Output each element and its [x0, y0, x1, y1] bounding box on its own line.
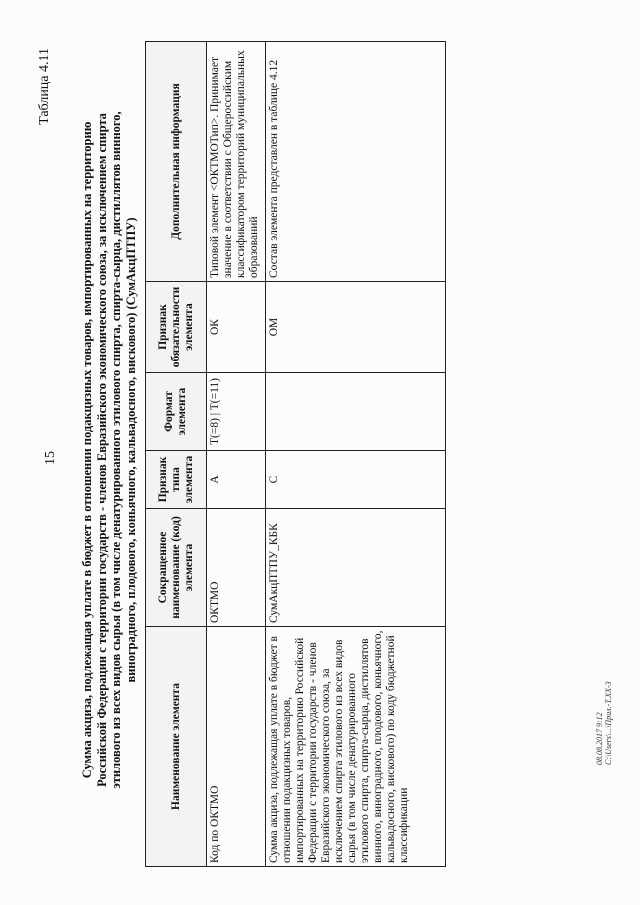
cell-info: Типовой элемент <ОКТМОТип>. Принимает значение в соответствии с Общероссийским классификатором территорий муниципальных образований [207, 42, 266, 282]
cell-required: ОК [207, 282, 266, 373]
cell-info: Состав элемента представлен в таблице 4.12 [266, 42, 446, 282]
page-number: 15 [43, 451, 58, 465]
table-title: Сумма акциза, подлежащая уплате в бюджет в отношении подакцизных товаров, импортированных на территорию Российской Федерации с территории государств - членов Евразийского экономического союза, за исключением спирта этилового из всех видов сырья (в том числе денатурированного этилового спирта, спирта-сырца, дистиллятов винного, виноградного, плодового, коньячного, кальвадосного, вискового) (СумАкцПТПУ) [80, 111, 138, 789]
cell-code: ОКТМО [207, 509, 266, 627]
cell-name: Сумма акциза, подлежащая уплате в бюджет в отношении подакцизных товаров, импортированных на территорию Российской Федерации с территории государств - членов Евразийского экономического союза, за исключением спирта этилового из всех видов сырья (в том числе денатурированного этилового спирта, спирта-сырца, дистиллятов винного, виноградного, плодового, коньячного, кальвадосного, вискового) по коду бюджетной классификации [266, 627, 446, 867]
cell-name: Код по ОКТМО [207, 627, 266, 867]
table-header-row [146, 42, 207, 867]
header-type-flag: Признак типа элемента [146, 451, 207, 509]
header-format: Формат элемента [146, 373, 207, 451]
cell-format: T(=8) | T(=11) [207, 373, 266, 451]
header-element-name: Наименование элемента [146, 627, 207, 867]
cell-type: А [207, 451, 266, 509]
table-row [266, 42, 446, 867]
stamp-line-path: C:\Users\...\Прил.-Т.ХХ-3 [604, 681, 613, 765]
cell-code: СумАкцПТПУ_КБК [266, 509, 446, 627]
table-id: Таблица 4.11 [37, 48, 52, 125]
header-short-code: Сокращенное наименование (код) элемента [146, 509, 207, 627]
cell-type: С [266, 451, 446, 509]
stamp-line-date: 08.08.2017 9:12 [595, 712, 604, 765]
cell-required: ОМ [266, 282, 446, 373]
element-table [145, 41, 446, 867]
file-stamp [595, 681, 613, 765]
table-row [207, 42, 266, 867]
header-additional-info: Дополнительная информация [146, 42, 207, 282]
header-required-flag: Признак обязательности элемента [146, 282, 207, 373]
cell-format [266, 373, 446, 451]
